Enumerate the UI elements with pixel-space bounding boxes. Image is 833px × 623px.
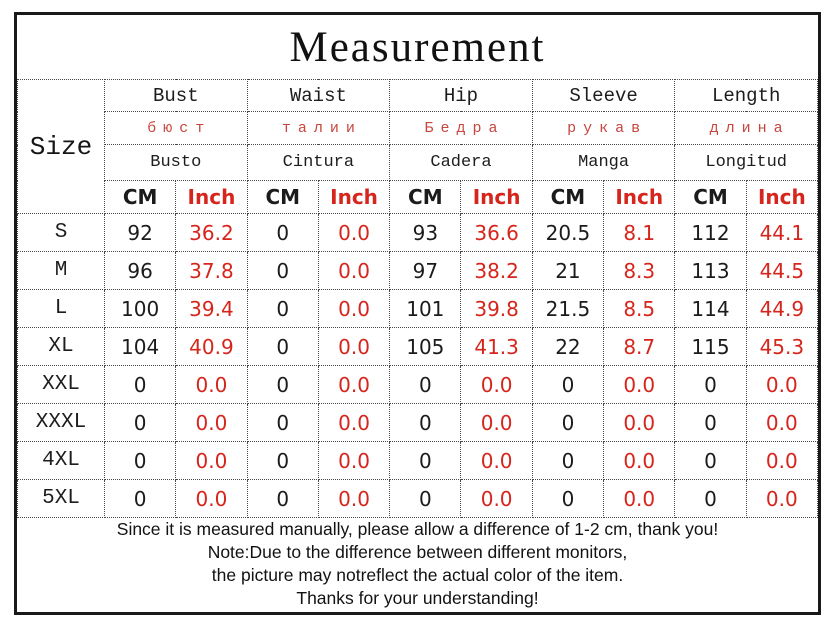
value-cell-cm: 101 bbox=[390, 290, 461, 328]
value-cell-cm: 0 bbox=[247, 290, 318, 328]
column-header-bust: Bust bbox=[105, 80, 248, 112]
value-cell-inch: 0.0 bbox=[318, 404, 389, 442]
table-row-s bbox=[18, 214, 818, 252]
value-cell-inch: 37.8 bbox=[176, 252, 247, 290]
unit-header-cm: CM bbox=[105, 181, 176, 214]
measurement-table bbox=[17, 79, 818, 518]
note-line: Note:Due to the difference between different monitors, bbox=[207, 542, 628, 562]
size-cell: XXL bbox=[18, 366, 105, 404]
value-cell-cm: 0 bbox=[390, 480, 461, 518]
value-cell-cm: 93 bbox=[390, 214, 461, 252]
value-cell-cm: 0 bbox=[675, 404, 746, 442]
value-cell-cm: 0 bbox=[532, 480, 603, 518]
value-cell-inch: 0.0 bbox=[176, 366, 247, 404]
value-cell-inch: 8.3 bbox=[604, 252, 675, 290]
value-cell-inch: 8.7 bbox=[604, 328, 675, 366]
value-cell-cm: 0 bbox=[390, 442, 461, 480]
size-cell: XXXL bbox=[18, 404, 105, 442]
value-cell-inch: 0.0 bbox=[461, 404, 532, 442]
column-header-length: Length bbox=[675, 80, 818, 112]
value-cell-cm: 0 bbox=[247, 328, 318, 366]
value-cell-inch: 39.4 bbox=[176, 290, 247, 328]
column-header-sleeve-ru: рукав bbox=[532, 112, 675, 145]
value-cell-inch: 0.0 bbox=[318, 480, 389, 518]
note-line: Since it is measured manually, please allow a difference of 1-2 cm, thank you! bbox=[116, 519, 719, 539]
value-cell-cm: 0 bbox=[675, 366, 746, 404]
unit-header-inch: Inch bbox=[176, 181, 247, 214]
value-cell-inch: 39.8 bbox=[461, 290, 532, 328]
value-cell-cm: 20.5 bbox=[532, 214, 603, 252]
unit-header-cm: CM bbox=[532, 181, 603, 214]
value-cell-inch: 40.9 bbox=[176, 328, 247, 366]
unit-header-inch: Inch bbox=[746, 181, 817, 214]
table-row-xxl bbox=[18, 366, 818, 404]
value-cell-inch: 0.0 bbox=[318, 214, 389, 252]
value-cell-cm: 0 bbox=[105, 404, 176, 442]
column-header-hip-ru: Бедра bbox=[390, 112, 533, 145]
value-cell-cm: 0 bbox=[532, 442, 603, 480]
value-cell-inch: 0.0 bbox=[746, 480, 817, 518]
size-cell: L bbox=[18, 290, 105, 328]
value-cell-inch: 0.0 bbox=[746, 366, 817, 404]
value-cell-inch: 45.3 bbox=[746, 328, 817, 366]
value-cell-inch: 36.6 bbox=[461, 214, 532, 252]
value-cell-inch: 0.0 bbox=[318, 366, 389, 404]
unit-header-cm: CM bbox=[675, 181, 746, 214]
unit-header-inch: Inch bbox=[318, 181, 389, 214]
value-cell-inch: 0.0 bbox=[318, 328, 389, 366]
header-row-english bbox=[18, 80, 818, 112]
value-cell-inch: 41.3 bbox=[461, 328, 532, 366]
value-cell-inch: 8.1 bbox=[604, 214, 675, 252]
table-row-xxxl bbox=[18, 404, 818, 442]
unit-header-cm: CM bbox=[390, 181, 461, 214]
column-header-waist-ru: талии bbox=[247, 112, 390, 145]
value-cell-cm: 22 bbox=[532, 328, 603, 366]
value-cell-cm: 21 bbox=[532, 252, 603, 290]
value-cell-cm: 92 bbox=[105, 214, 176, 252]
column-header-hip: Hip bbox=[390, 80, 533, 112]
value-cell-cm: 112 bbox=[675, 214, 746, 252]
size-cell: M bbox=[18, 252, 105, 290]
value-cell-inch: 0.0 bbox=[604, 480, 675, 518]
value-cell-cm: 0 bbox=[247, 404, 318, 442]
value-cell-inch: 38.2 bbox=[461, 252, 532, 290]
note-line: Thanks for your understanding! bbox=[296, 588, 539, 608]
size-cell: 5XL bbox=[18, 480, 105, 518]
value-cell-cm: 0 bbox=[390, 366, 461, 404]
size-cell: XL bbox=[18, 328, 105, 366]
table-row-xl bbox=[18, 328, 818, 366]
value-cell-inch: 0.0 bbox=[318, 290, 389, 328]
value-cell-inch: 0.0 bbox=[746, 442, 817, 480]
value-cell-cm: 21.5 bbox=[532, 290, 603, 328]
value-cell-cm: 0 bbox=[675, 480, 746, 518]
table-row-m bbox=[18, 252, 818, 290]
note-line: the picture may notreflect the actual color of the item. bbox=[211, 565, 624, 585]
size-cell: S bbox=[18, 214, 105, 252]
column-header-waist: Waist bbox=[247, 80, 390, 112]
value-cell-inch: 0.0 bbox=[604, 442, 675, 480]
unit-header-inch: Inch bbox=[461, 181, 532, 214]
value-cell-inch: 36.2 bbox=[176, 214, 247, 252]
value-cell-cm: 104 bbox=[105, 328, 176, 366]
value-cell-cm: 0 bbox=[247, 366, 318, 404]
column-header-bust-ru: бюст bbox=[105, 112, 248, 145]
value-cell-cm: 0 bbox=[390, 404, 461, 442]
value-cell-cm: 0 bbox=[532, 404, 603, 442]
size-column-header: Size bbox=[18, 80, 105, 214]
value-cell-inch: 0.0 bbox=[176, 404, 247, 442]
header-row-spanish bbox=[18, 145, 818, 181]
value-cell-cm: 0 bbox=[105, 442, 176, 480]
value-cell-cm: 0 bbox=[675, 442, 746, 480]
size-cell: 4XL bbox=[18, 442, 105, 480]
value-cell-inch: 8.5 bbox=[604, 290, 675, 328]
table-row-l bbox=[18, 290, 818, 328]
value-cell-inch: 0.0 bbox=[461, 480, 532, 518]
value-cell-inch: 0.0 bbox=[461, 366, 532, 404]
value-cell-cm: 0 bbox=[247, 480, 318, 518]
column-header-waist-es: Cintura bbox=[247, 145, 390, 181]
column-header-sleeve-es: Manga bbox=[532, 145, 675, 181]
column-header-bust-es: Busto bbox=[105, 145, 248, 181]
value-cell-inch: 44.9 bbox=[746, 290, 817, 328]
table-row-4xl bbox=[18, 442, 818, 480]
value-cell-inch: 0.0 bbox=[746, 404, 817, 442]
value-cell-cm: 105 bbox=[390, 328, 461, 366]
column-header-hip-es: Cadera bbox=[390, 145, 533, 181]
value-cell-cm: 113 bbox=[675, 252, 746, 290]
value-cell-cm: 0 bbox=[247, 252, 318, 290]
value-cell-inch: 0.0 bbox=[318, 252, 389, 290]
value-cell-cm: 0 bbox=[105, 480, 176, 518]
column-header-length-ru: длина bbox=[675, 112, 818, 145]
unit-header-cm: CM bbox=[247, 181, 318, 214]
value-cell-inch: 44.1 bbox=[746, 214, 817, 252]
value-cell-cm: 97 bbox=[390, 252, 461, 290]
value-cell-cm: 0 bbox=[105, 366, 176, 404]
value-cell-cm: 96 bbox=[105, 252, 176, 290]
notes-section bbox=[17, 518, 818, 610]
table-row-5xl bbox=[18, 480, 818, 518]
page-title: Measurement bbox=[289, 23, 546, 71]
column-header-length-es: Longitud bbox=[675, 145, 818, 181]
unit-header-inch: Inch bbox=[604, 181, 675, 214]
value-cell-inch: 0.0 bbox=[604, 404, 675, 442]
value-cell-cm: 0 bbox=[247, 214, 318, 252]
size-chart-sheet bbox=[14, 12, 821, 615]
header-row-units bbox=[18, 181, 818, 214]
value-cell-cm: 115 bbox=[675, 328, 746, 366]
value-cell-inch: 0.0 bbox=[176, 442, 247, 480]
value-cell-cm: 114 bbox=[675, 290, 746, 328]
value-cell-cm: 0 bbox=[532, 366, 603, 404]
value-cell-cm: 0 bbox=[247, 442, 318, 480]
value-cell-inch: 0.0 bbox=[604, 366, 675, 404]
value-cell-inch: 0.0 bbox=[176, 480, 247, 518]
header-row-russian bbox=[18, 112, 818, 145]
value-cell-cm: 100 bbox=[105, 290, 176, 328]
value-cell-inch: 44.5 bbox=[746, 252, 817, 290]
value-cell-inch: 0.0 bbox=[318, 442, 389, 480]
value-cell-inch: 0.0 bbox=[461, 442, 532, 480]
column-header-sleeve: Sleeve bbox=[532, 80, 675, 112]
